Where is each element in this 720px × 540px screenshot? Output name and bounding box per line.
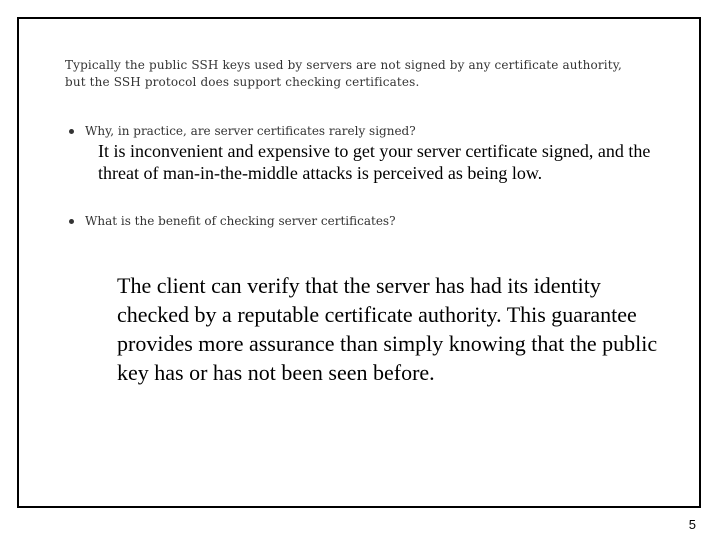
page-number: 5 [688, 517, 696, 532]
question-2-text: What is the benefit of checking server certificates? [85, 214, 396, 228]
answer-1: It is inconvenient and expensive to get your server certificate signed, and the threat of man-in-the-middle attacks is perceived as being low. [98, 141, 651, 183]
question-2 [85, 213, 396, 230]
bullet-icon [69, 129, 74, 134]
question-1 [85, 123, 416, 140]
bullet-icon [69, 219, 74, 224]
question-1-text: Why, in practice, are server certificates rarely signed? [85, 124, 416, 138]
intro-paragraph: Typically the public SSH keys used by servers are not signed by any certificate authority, but the SSH protocol does support checking certificates. [65, 58, 623, 89]
slide-frame [17, 17, 701, 508]
answer-2: The client can verify that the server has had its identity checked by a reputable certificate authority. This guarantee provides more assurance than simply knowing that the public key has or has not been seen before. [117, 273, 658, 385]
